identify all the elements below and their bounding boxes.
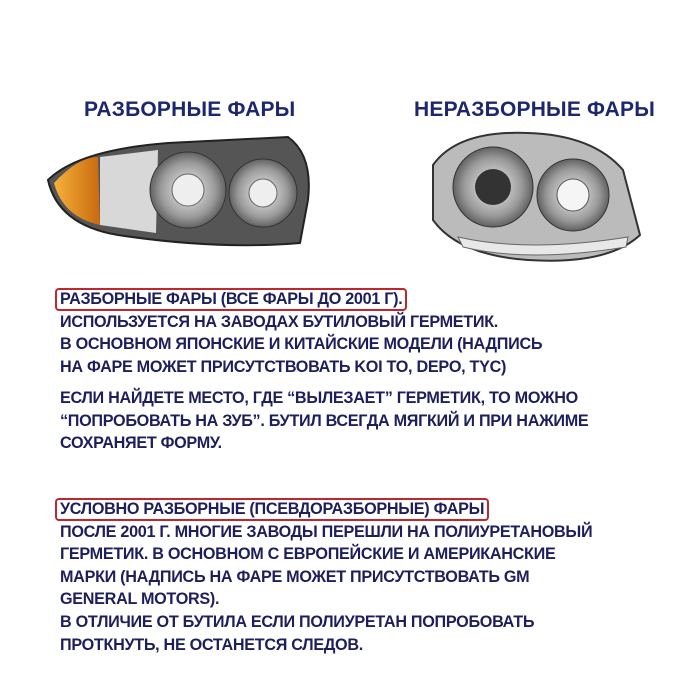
text-line: GENERAL MOTORS).: [60, 590, 220, 609]
text-line: НА ФАРЕ МОЖЕТ ПРИСУТСТВОВАТЬ KOI TO, DEPO, TYC): [60, 357, 507, 376]
text-line: ПОСЛЕ 2001 Г. МНОГИЕ ЗАВОДЫ ПЕРЕШЛИ НА ПОЛИУРЕТАНОВЫЙ: [60, 522, 593, 541]
section-disassemblable-tip: [60, 387, 588, 455]
highlighted-heading: РАЗБОРНЫЕ ФАРЫ (ВСЕ ФАРЫ ДО 2001 Г).: [55, 288, 407, 311]
text-line: ГЕРМЕТИК. В ОСНОВНОМ С ЕВРОПЕЙСКИЕ И АМЕРИКАНСКИЕ: [60, 545, 556, 564]
text-line: ПРОТКНУТЬ, НЕ ОСТАНЕТСЯ СЛЕДОВ.: [60, 635, 363, 654]
disassemblable-headlight-image: [38, 125, 318, 260]
heading-disassemblable: РАЗБОРНЫЕ ФАРЫ: [84, 98, 296, 121]
text-line: В ОСНОВНОМ ЯПОНСКИЕ И КИТАЙСКИЕ МОДЕЛИ (НАДПИСЬ: [60, 335, 543, 354]
text-line: В ОТЛИЧИЕ ОТ БУТИЛА ЕСЛИ ПОЛИУРЕТАН ПОПРОБОВАТЬ: [60, 612, 535, 631]
highlighted-heading: УСЛОВНО РАЗБОРНЫЕ (ПСЕВДОРАЗБОРНЫЕ) ФАРЫ: [55, 498, 489, 521]
section-pseudo-disassemblable: [60, 498, 592, 656]
text-line: СОХРАНЯЕТ ФОРМУ.: [60, 434, 222, 453]
non-disassemblable-headlight-image: [418, 125, 646, 270]
section-disassemblable: [60, 288, 542, 378]
text-line: “ПОПРОБОВАТЬ НА ЗУБ”. БУТИЛ ВСЕГДА МЯГКИЙ И ПРИ НАЖИМЕ: [60, 411, 589, 430]
heading-non-disassemblable: НЕРАЗБОРНЫЕ ФАРЫ: [414, 98, 655, 121]
text-line: ИСПОЛЬЗУЕТСЯ НА ЗАВОДАХ БУТИЛОВЫЙ ГЕРМЕТИК.: [60, 312, 499, 331]
text-line: МАРКИ (НАДПИСЬ НА ФАРЕ МОЖЕТ ПРИСУТСТВОВАТЬ GM: [60, 567, 530, 586]
text-line: ЕСЛИ НАЙДЕТЕ МЕСТО, ГДЕ “ВЫЛЕЗАЕТ” ГЕРМЕТИК, ТО МОЖНО: [60, 389, 578, 407]
